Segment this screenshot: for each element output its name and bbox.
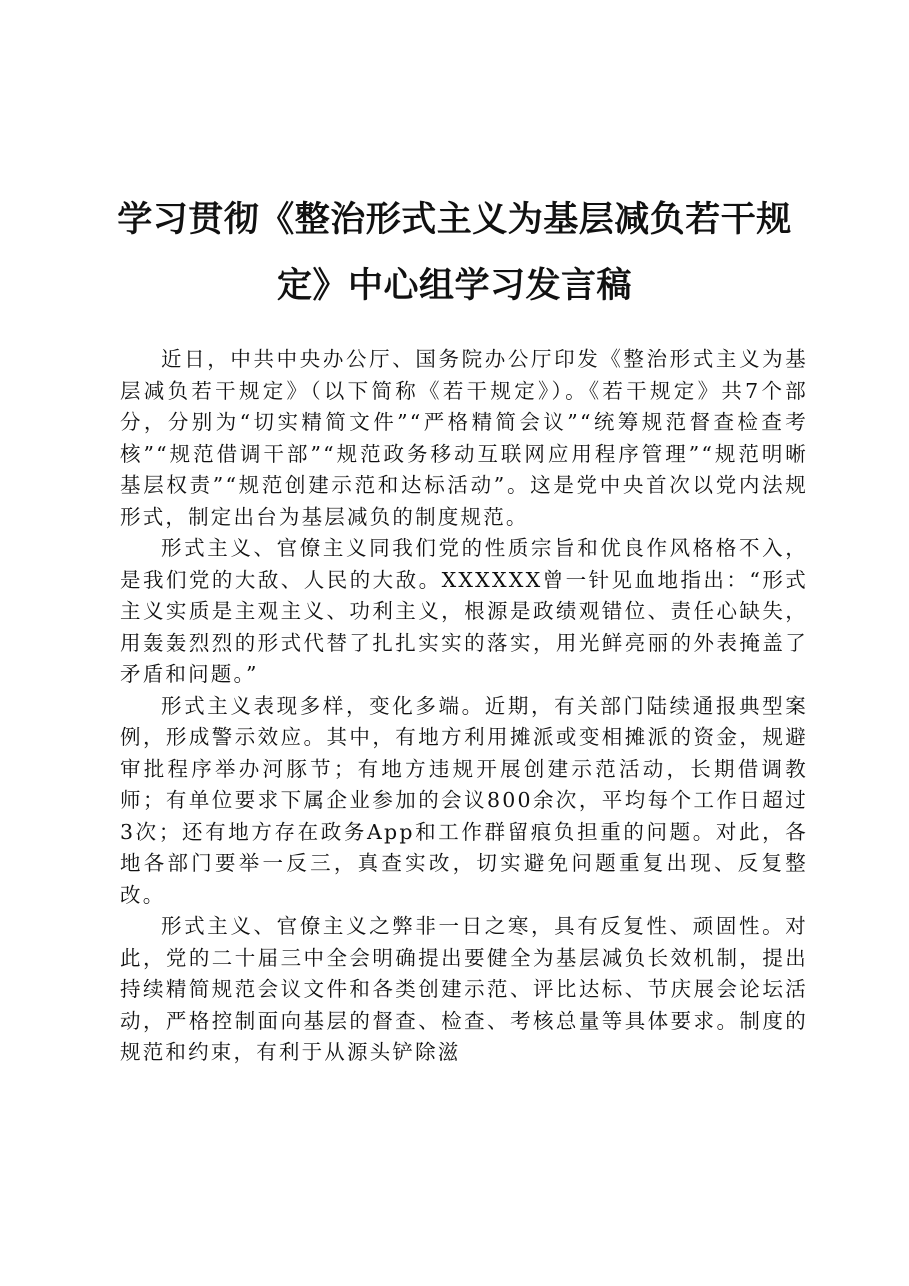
title-line-1: 学习贯彻《整治形式主义为基层减负若干规 xyxy=(117,200,792,240)
document-body xyxy=(120,344,808,1069)
document-title xyxy=(100,187,809,319)
paragraph-3: 形式主义表现多样，变化多端。近期，有关部门陆续通报典型案例，形成警示效应。其中，有地方利用摊派或变相摊派的资金，规避审批程序举办河豚节；有地方违规开展创建示范活动，长期借调教师；有单位要求下属企业参加的会议800余次，平均每个工作日超过3次；还有地方存在政务App和工作群留痕负担重的问题。对此，各地各部门要举一反三，真查实改，切实避免问题重复出现、反复整改。 xyxy=(120,693,808,907)
paragraph-2: 形式主义、官僚主义同我们党的性质宗旨和优良作风格格不入，是我们党的大敌、人民的大敌。XXXXXX曾一针见血地指出：“形式主义实质是主观主义、功利主义，根源是政绩观错位、责任心缺失，用轰轰烈烈的形式代替了扎扎实实的落实，用光鲜亮丽的外表掩盖了矛盾和问题。” xyxy=(120,536,808,686)
title-line-2: 定》中心组学习发言稿 xyxy=(276,266,632,306)
paragraph-1: 近日，中共中央办公厅、国务院办公厅印发《整治形式主义为基层减负若干规定》（以下简称《若干规定》）。《若干规定》共7个部分，分别为“切实精简文件”“严格精简会议”“统筹规范督查检查考核”“规范借调干部”“规范政务移动互联网应用程序管理”“规范明晰基层权责”“规范创建示范和达标活动”。这是党中央首次以党内法规形式，制定出台为基层减负的制度规范。 xyxy=(120,347,808,529)
paragraph-4: 形式主义、官僚主义之弊非一日之寒，具有反复性、顽固性。对此，党的二十届三中全会明确提出要健全为基层减负长效机制，提出持续精简规范会议文件和各类创建示范、评比达标、节庆展会论坛活动，严格控制面向基层的督查、检查、考核总量等具体要求。制度的规范和约束，有利于从源头铲除滋 xyxy=(120,914,808,1064)
